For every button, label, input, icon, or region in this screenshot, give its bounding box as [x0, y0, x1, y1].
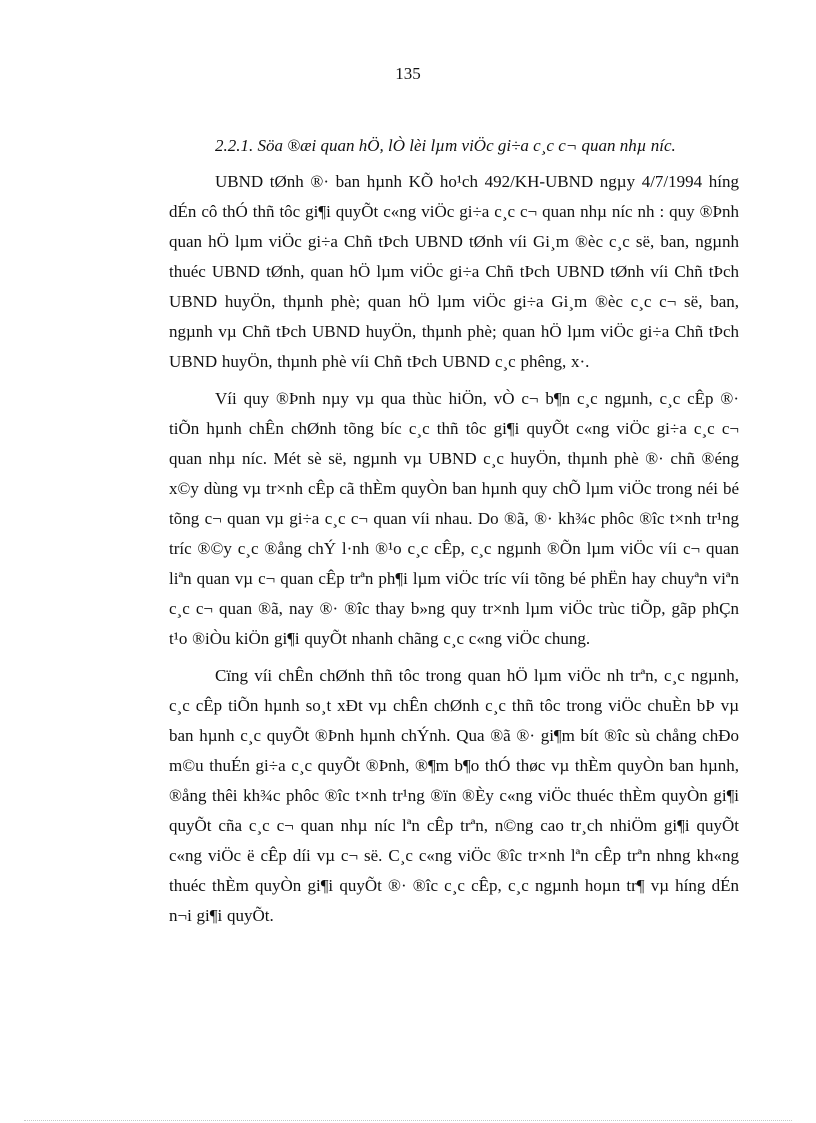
paragraph: Víi quy ®Þnh nµy vµ qua thùc hiÖn, vÒ c¬ b¶n c¸c ngµnh, c¸c cÊp ®· tiÕn hµnh chÊn chØnh tõng bíc c¸c thñ tôc gi¶i quyÕt c«ng viÖc gi÷a c¸c c¬ quan nhµ níc. Mét sè së, ngµnh vµ UBND c¸c huyÖn, thµnh phè ®· chñ ®éng x©y dùng vµ tr×nh cÊp cã thÈm quyÒn ban hµnh quy chÕ lµm viÖc trong néi bé tõng c¬ quan vµ gi÷a c¸c c¬ quan víi nhau. Do ®ã, ®· kh¾c phôc ®îc t×nh tr¹ng tríc ®©y c¸c ®ång chÝ l·nh ®¹o c¸c cÊp, c¸c ngµnh ®Õn lµm viÖc víi c¬ quan liªn quan vµ c¬ quan cÊp trªn ph¶i lµm viÖc tríc víi tõng bé phËn hay chuyªn viªn c¸c c¬ quan ®ã, nay ®· ®îc thay b»ng quy tr×nh lµm viÖc trùc tiÕp, gãp phÇn t¹o ®iÒu kiÖn gi¶i quyÕt nhanh chãng c¸c c«ng viÖc chung.: [169, 389, 739, 648]
paragraph: Cïng víi chÊn chØnh thñ tôc trong quan hÖ lµm viÖc nh trªn, c¸c ngµnh, c¸c cÊp tiÕn hµnh so¸t xÐt vµ chÊn chØnh c¸c thñ tôc trong viÖc chuÈn bÞ vµ ban hµnh c¸c quyÕt ®Þnh hµnh chÝnh. Qua ®ã ®· gi¶m bít ®îc sù chång chÐo m©u thuÉn gi÷a c¸c quyÕt ®Þnh, ®¶m b¶o thÓ thøc vµ thÈm quyÒn ban hµnh, ®ång thêi kh¾c phôc ®îc t×nh tr¹ng ®ïn ®Èy c«ng viÖc thuéc thÈm quyÒn gi¶i quyÕt cña c¸c c¬ quan nhµ níc lªn cÊp trªn, n©ng cao tr¸ch nhiÖm gi¶i quyÕt c«ng viÖc ë cÊp díi vµ c¬ së. C¸c c«ng viÖc ®îc tr×nh lªn cÊp trªn nhng kh«ng thuéc thÈm quyÒn gi¶i quyÕt ®· ®îc c¸c cÊp, c¸c ngµnh hoµn tr¶ vµ híng dÉn n¬i gi¶i quyÕt.: [169, 666, 739, 925]
section-heading: 2.2.1. Söa ®æi quan hÖ, lÒ lèi lµm viÖc gi÷a c¸c c¬ quan nhµ níc.: [215, 136, 676, 155]
page-content: [169, 131, 739, 938]
paragraph: UBND tØnh ®· ban hµnh KÕ ho¹ch 492/KH-UBND ngµy 4/7/1994 híng dÉn cô thÓ thñ tôc gi¶i quyÕt c«ng viÖc gi÷a c¸c c¬ quan nhµ níc nh : quy ®Þnh quan hÖ lµm viÖc gi÷a Chñ tÞch UBND tØnh víi Gi¸m ®èc c¸c së, ban, ngµnh thuéc UBND tØnh, quan hÖ lµm viÖc gi÷a Chñ tÞch UBND tØnh víi Chñ tÞch UBND huyÖn, thµnh phè; quan hÖ lµm viÖc gi÷a Gi¸m ®èc c¸c c¬ së, ban, ngµnh vµ Chñ tÞch UBND huyÖn, thµnh phè; quan hÖ lµm viÖc gi÷a Chñ tÞch UBND huyÖn, thµnh phè víi Chñ tÞch UBND c¸c phêng, x·.: [169, 172, 739, 371]
page-number: 135: [395, 64, 421, 83]
footer-divider: [24, 1120, 792, 1121]
